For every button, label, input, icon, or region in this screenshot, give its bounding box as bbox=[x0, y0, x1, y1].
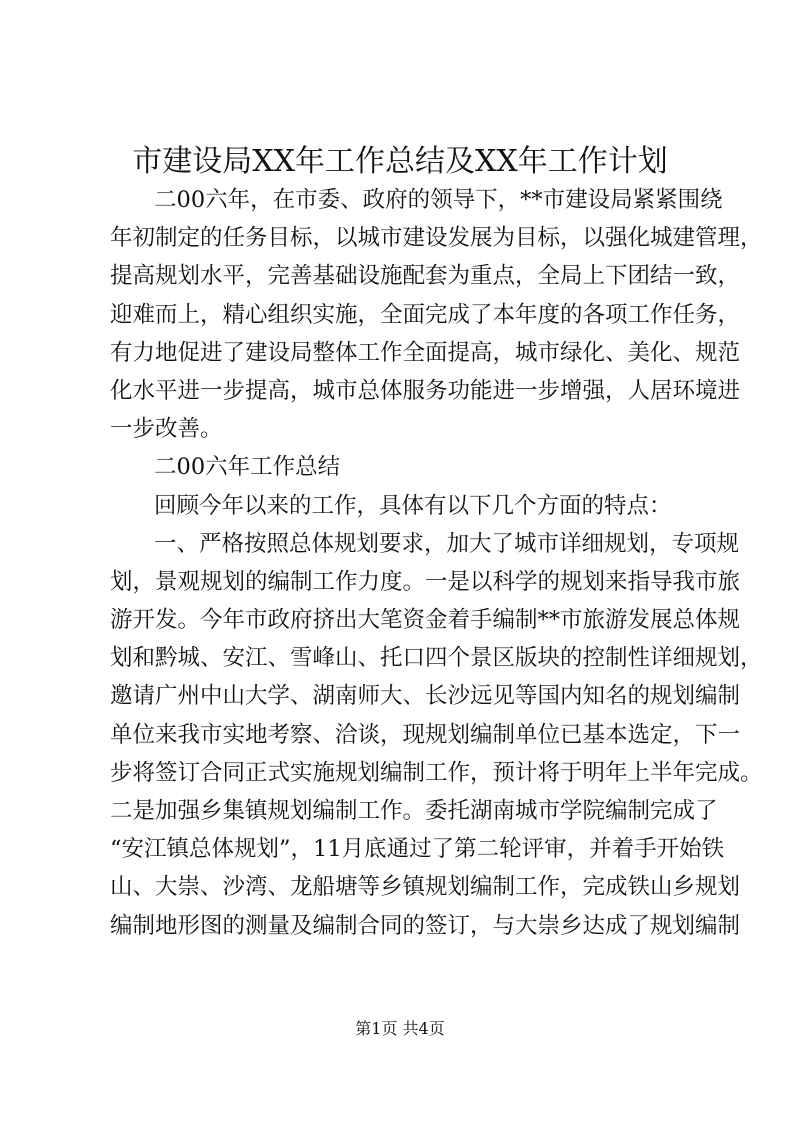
text-line: 一步改善。 bbox=[110, 416, 223, 443]
text-line: 划和黔城、安江、雪峰山、托口四个景区版块的控制性详细规划， bbox=[110, 645, 763, 672]
text-line: 回顾今年以来的工作，具体有以下几个方面的特点： bbox=[154, 492, 672, 519]
document-body bbox=[110, 181, 763, 945]
text-line: 提高规划水平，完善基础设施配套为重点，全局上下团结一致， bbox=[110, 263, 741, 290]
page-footer: 第1页 共4页 bbox=[355, 1019, 445, 1038]
text-line: 游开发。今年市政府挤出大笔资金着手编制**市旅游发展总体规 bbox=[110, 607, 741, 634]
text-line: 单位来我市实地考察、洽谈，现规划编制单位已基本选定，下一 bbox=[110, 721, 741, 748]
text-line: 二是加强乡集镇规划编制工作。委托湖南城市学院编制完成了 bbox=[110, 798, 718, 824]
document-title: 市建设局XX年工作总结及XX年工作计划 bbox=[132, 144, 668, 179]
text-line: 迎难而上，精心组织实施，全面完成了本年度的各项工作任务， bbox=[110, 301, 741, 328]
text-line: 编制地形图的测量及编制合同的签订，与大崇乡达成了规划编制 bbox=[110, 912, 741, 939]
text-line: 有力地促进了建设局整体工作全面提高，城市绿化、美化、规范 bbox=[110, 339, 741, 366]
text-line: 一、严格按照总体规划要求，加大了城市详细规划，专项规 bbox=[154, 530, 740, 557]
text-line: 山、大崇、沙湾、龙船塘等乡镇规划编制工作，完成铁山乡规划 bbox=[110, 874, 741, 901]
text-line: 二00六年工作总结 bbox=[154, 454, 341, 481]
text-line: 邀请广州中山大学、湖南师大、长沙远见等国内知名的规划编制 bbox=[110, 683, 741, 710]
text-line: 二00六年，在市委、政府的领导下，**市建设局紧紧围绕 bbox=[154, 187, 723, 213]
text-line: 步将签订合同正式实施规划编制工作，预计将于明年上半年完成。 bbox=[110, 759, 763, 786]
text-line: 划，景观规划的编制工作力度。一是以科学的规划来指导我市旅 bbox=[110, 568, 741, 595]
text-line: 年初制定的任务目标，以城市建设发展为目标，以强化城建管理， bbox=[110, 225, 763, 252]
text-line: 化水平进一步提高，城市总体服务功能进一步增强，人居环境进 bbox=[110, 377, 741, 404]
text-line: “安江镇总体规划”，11月底通过了第二轮评审，并着手开始铁 bbox=[110, 836, 725, 863]
